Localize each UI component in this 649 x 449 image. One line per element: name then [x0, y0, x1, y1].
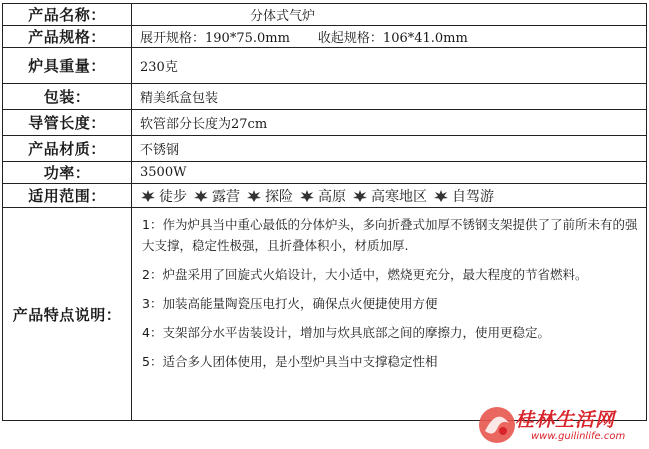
- power-value: 3500W: [132, 162, 647, 184]
- scope-item: [299, 186, 346, 206]
- row-package: [3, 84, 647, 110]
- leaf-icon: [140, 189, 156, 203]
- scope-item: [193, 186, 240, 206]
- scope-label: 适用范围：: [3, 184, 132, 208]
- scope-item-label: 露营: [212, 188, 240, 205]
- row-product-spec: [3, 26, 647, 48]
- product-spec-table: [2, 3, 647, 421]
- row-scope: [3, 184, 647, 208]
- material-value: 不锈钢: [132, 136, 647, 162]
- feature-item: 1：作为炉具当中重心最低的分体炉头，多向折叠式加厚不锈钢支架提供了了前所未有的强大支撑，稳定性极强，且折叠体积小，材质加厚.: [142, 217, 638, 253]
- feature-item: 5：适合多人团体使用，是小型炉具当中支撑稳定性相: [142, 354, 438, 369]
- product-name-value: 分体式气炉: [132, 4, 647, 26]
- scope-item: [140, 186, 187, 206]
- scope-item-label: 高原: [318, 188, 346, 205]
- watermark-logo-icon: [475, 401, 519, 445]
- scope-list: [140, 186, 646, 206]
- material-label: 产品材质：: [3, 136, 132, 162]
- scope-item-label: 徒步: [159, 188, 187, 205]
- product-spec-label: 产品规格：: [3, 26, 132, 48]
- scope-item: [246, 186, 293, 206]
- leaf-icon: [193, 189, 209, 203]
- feature-item: 2：炉盘采用了回旋式火焰设计，大小适中，燃烧更充分，最大程度的节省燃料。: [142, 267, 588, 282]
- package-label: 包装：: [3, 84, 132, 110]
- fold-spec: 收起规格：106*41.0mm: [317, 31, 468, 46]
- product-name-label: 产品名称：: [3, 4, 132, 26]
- weight-label: 炉具重量：: [3, 48, 132, 84]
- scope-value: [132, 184, 647, 208]
- row-product-name: [3, 4, 647, 26]
- power-label: 功率：: [3, 162, 132, 184]
- row-weight: [3, 48, 647, 84]
- row-hose-length: [3, 110, 647, 136]
- scope-item-label: 高寒地区: [371, 188, 427, 205]
- hose-length-label: 导管长度：: [3, 110, 132, 136]
- scope-item: [352, 186, 427, 206]
- feature-item: 3：加装高能量陶瓷压电打火，确保点火便捷使用方便: [142, 296, 438, 311]
- product-spec-value: [132, 26, 647, 48]
- scope-item-label: 探险: [265, 188, 293, 205]
- leaf-icon: [352, 189, 368, 203]
- scope-item: [433, 186, 494, 206]
- feature-item: 4：支架部分水平齿装设计，增加与炊具底部之间的摩擦力，使用更稳定。: [142, 325, 550, 340]
- row-material: [3, 136, 647, 162]
- row-features: [3, 208, 647, 421]
- weight-value: 230克: [132, 48, 647, 84]
- leaf-icon: [433, 189, 449, 203]
- hose-length-value: 软管部分长度为27cm: [132, 110, 647, 136]
- unfold-spec: 展开规格：190*75.0mm: [140, 31, 290, 46]
- watermark-text: 桂林生活网: [515, 409, 616, 431]
- scope-item-label: 自驾游: [452, 188, 494, 205]
- features-label: 产品特点说明：: [3, 208, 132, 421]
- package-value: 精美纸盒包装: [132, 84, 647, 110]
- features-list: [132, 208, 647, 421]
- leaf-icon: [246, 189, 262, 203]
- row-power: [3, 162, 647, 184]
- site-watermark: [475, 401, 645, 447]
- watermark-url: www.guilinlife.com: [531, 431, 626, 442]
- leaf-icon: [299, 189, 315, 203]
